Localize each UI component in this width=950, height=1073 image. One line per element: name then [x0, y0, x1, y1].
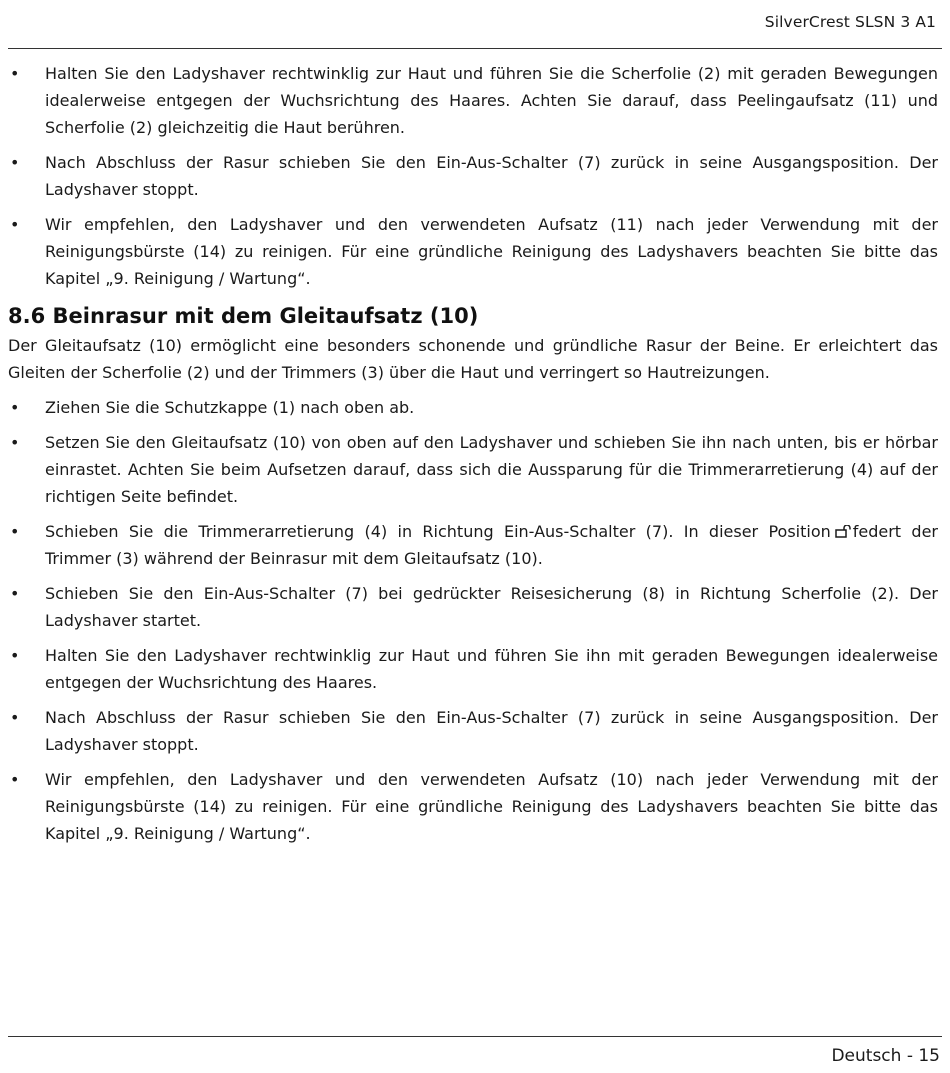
header-divider: [8, 48, 942, 49]
list-item: • Schieben Sie den Ein-Aus-Schalter (7) bei gedrückter Reisesicherung (8) in Richtung Scherfolie (2). Der Ladyshaver startet.: [8, 580, 938, 634]
section-intro: Der Gleitaufsatz (10) ermöglicht eine besonders schonende und gründliche Rasur der Beine. Er erleichtert das Gleiten der Scherfolie (2) und der Trimmers (3) über die Haut und verringert so Hautreizungen.: [8, 336, 938, 382]
footer-divider: [8, 1036, 942, 1037]
list-item: • Halten Sie den Ladyshaver rechtwinklig zur Haut und führen Sie die Scherfolie (2) mit geraden Bewegungen idealerweise entgegen der Wuchsrichtung des Haares. Achten Sie darauf, dass Peelingaufsatz (11) und Scherfolie (2) gleichzeitig die Haut berühren.: [8, 60, 938, 141]
list-item: • Nach Abschluss der Rasur schieben Sie den Ein-Aus-Schalter (7) zurück in seine Ausgangsposition. Der Ladyshaver stoppt.: [8, 704, 938, 758]
document-body: [8, 60, 938, 855]
list-item: • Nach Abschluss der Rasur schieben Sie den Ein-Aus-Schalter (7) zurück in seine Ausgangsposition. Der Ladyshaver stoppt.: [8, 149, 938, 203]
list-item: • Setzen Sie den Gleitaufsatz (10) von oben auf den Ladyshaver und schieben Sie ihn nach unten, bis er hörbar einrastet. Achten Sie beim Aufsetzen darauf, dass sich die Aussparung für die Trimmerarretierung (4) auf der richtigen Seite befindet.: [8, 429, 938, 510]
list-item-with-icon: [8, 518, 938, 572]
unlock-icon: [835, 525, 851, 538]
page-number: Deutsch - 15: [831, 1046, 940, 1066]
list-item-text: federt der Trimmer (3) während der Beinrasur mit dem Gleitaufsatz (10).: [45, 522, 938, 568]
section-heading: 8.6 Beinrasur mit dem Gleitaufsatz (10): [8, 304, 479, 328]
list-item-text: Schieben Sie die Trimmerarretierung (4) in Richtung Ein-Aus-Schalter (7). In dieser Position: [45, 522, 831, 541]
list-item: • Wir empfehlen, den Ladyshaver und den verwendeten Aufsatz (11) nach jeder Verwendung mit der Reinigungsbürste (14) zu reinigen. Für eine gründliche Reinigung des Ladyshavers beachten Sie bitte das Kapitel „9. Reinigung / Wartung“.: [8, 211, 938, 292]
page-header-title: SilverCrest SLSN 3 A1: [764, 13, 936, 31]
list-item: • Ziehen Sie die Schutzkappe (1) nach oben ab.: [8, 394, 938, 421]
list-item: • Wir empfehlen, den Ladyshaver und den verwendeten Aufsatz (10) nach jeder Verwendung mit der Reinigungsbürste (14) zu reinigen. Für eine gründliche Reinigung des Ladyshavers beachten Sie bitte das Kapitel „9. Reinigung / Wartung“.: [8, 766, 938, 847]
list-item: • Halten Sie den Ladyshaver rechtwinklig zur Haut und führen Sie ihn mit geraden Bewegungen idealerweise entgegen der Wuchsrichtung des Haares.: [8, 642, 938, 696]
